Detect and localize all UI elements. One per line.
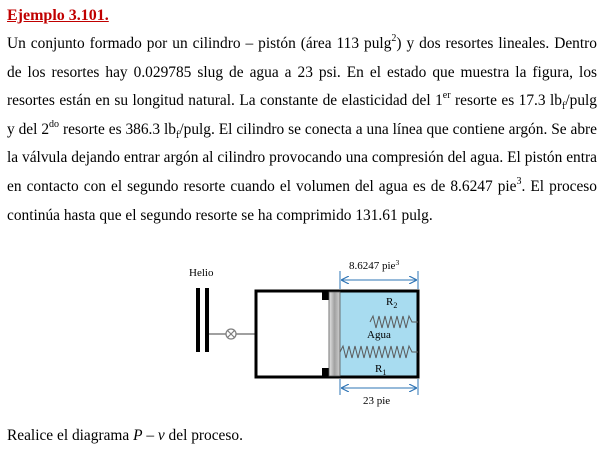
supply-line-plate-left	[196, 288, 200, 352]
problem-statement: Un conjunto formado por un cilindro – pistón (área 113 pulg$^2$) y dos resortes lineales. Dentro de los resortes hay 0.029785 slug de agua a 23 psi. En el estado que muestra la figura, los resortes están en su longitud natural. La constante de elasticidad del 1er resorte es 17.3 $lb_f$/pulg y del $2^{do}$ resorte es 386.3 $lb_f$/pulg. El cilindro se conecta a una línea que contiene argón. Se abre la válvula dejando entrar argón al cilindro provocando una compresión del agua. El pistón entra en contacto con el segundo resorte cuando el volumen del agua es de 8.6247 pie$^3$. El proceso continúa hasta que el segundo resorte se ha comprimido 131.61 pulg.	[7, 32, 597, 224]
piston	[329, 292, 340, 376]
r1-label: $R_1$	[375, 363, 387, 377]
length-label: 23 pie	[363, 395, 391, 407]
example-title: Ejemplo 3.101.	[7, 7, 109, 24]
lower-stop	[322, 368, 329, 376]
supply-line-plate-right	[205, 288, 209, 352]
helio-label: Helio	[189, 267, 214, 279]
upper-stop	[322, 292, 329, 300]
task-instruction: Realice el diagrama P – v del proceso.	[7, 427, 243, 444]
agua-label: Agua	[367, 329, 391, 341]
valve-icon[interactable]	[226, 329, 236, 339]
volume-label: 8.6247 pie$^3$	[349, 258, 400, 272]
r2-label: $R_2$	[386, 296, 398, 310]
